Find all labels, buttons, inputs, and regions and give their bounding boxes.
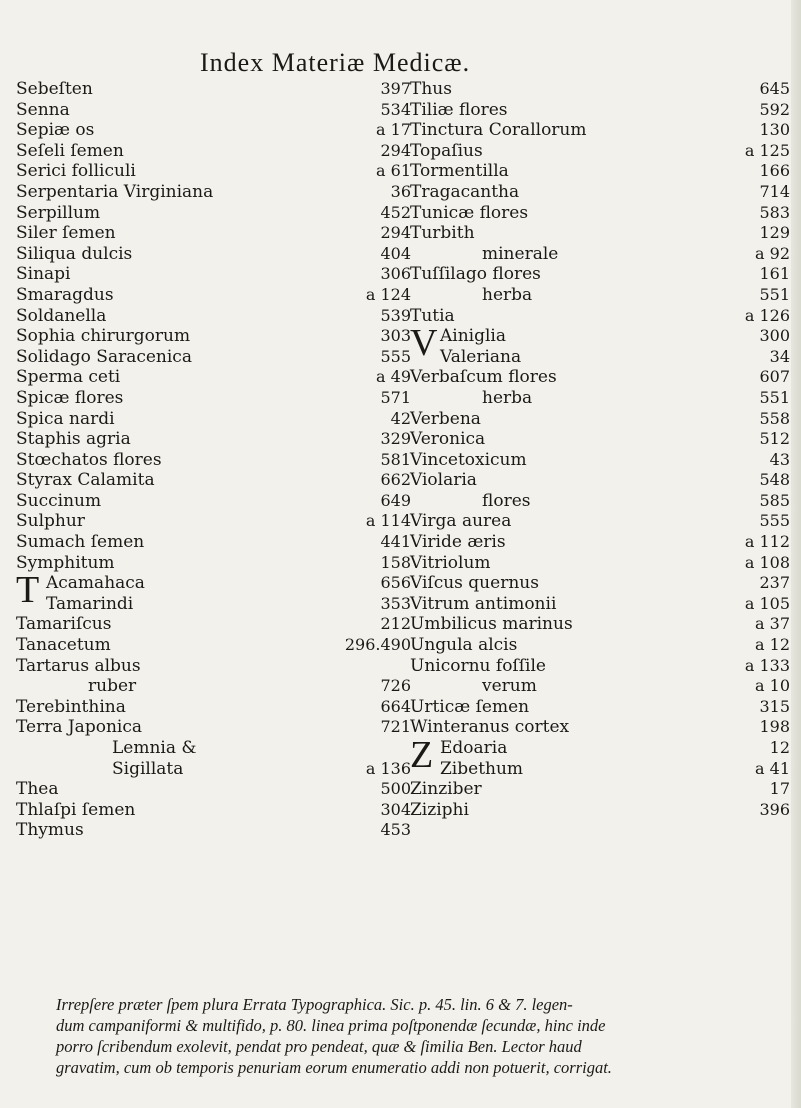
entry-page: a 136 [365,758,411,778]
entry-name: Virga aurea [410,511,512,532]
index-entry [16,326,411,347]
index-entry [16,203,411,224]
entry-page: 303 [380,326,411,346]
index-entry [410,409,790,430]
initial-letter: Z [410,734,434,776]
entry-page: a 124 [365,284,411,304]
index-entry [410,100,790,121]
entry-page: 534 [380,99,411,119]
index-entry [410,367,790,388]
entry-page: 539 [380,305,411,325]
index-entry [16,285,411,306]
entry-name: Zinziber [410,779,482,800]
index-entry [410,203,790,224]
entry-name: Umbilicus marinus [410,614,573,635]
entry-name: Winteranus cortex [410,717,570,738]
entry-page: 583 [759,202,790,222]
entry-page: 353 [380,593,411,613]
index-entry [410,759,790,780]
index-entry [410,491,790,512]
index-entry [16,738,411,759]
entry-page: 452 [380,202,411,222]
entry-page: 551 [759,387,790,407]
entry-name: Ungula alcis [410,635,518,656]
entry-page: a 92 [755,243,790,263]
index-entry [410,244,790,265]
index-entry [16,141,411,162]
errata-line: gravatim, cum ob temporis penuriam eorum enumeratio addi non potuerit, corrigat. [56,1058,612,1077]
entry-page: 664 [380,696,411,716]
entry-page: 166 [759,161,790,181]
entry-page: 714 [759,181,790,201]
errata-line: Irrepſere præter ſpem plura Errata Typographica. Sic. p. 45. lin. 6 & 7. legen- [56,995,573,1014]
entry-page: 43 [769,449,790,469]
entry-name: Tormentilla [410,161,509,182]
index-entry [410,511,790,532]
entry-page: 34 [769,346,790,366]
index-entry [410,656,790,677]
entry-page: 441 [380,532,411,552]
index-entry [410,306,790,327]
entry-name: Tuſſilago flores [410,264,541,285]
entry-name: Violaria [410,470,477,491]
entry-name: Sulphur [16,511,85,532]
index-entry [16,656,411,677]
index-entry [16,347,411,368]
entry-page: 300 [759,326,790,346]
index-entry [410,182,790,203]
entry-page: a 17 [376,120,411,140]
index-entry [16,367,411,388]
index-entry [410,717,790,738]
entry-page: 645 [759,79,790,98]
entry-page: 453 [380,820,411,840]
entry-page: 555 [759,511,790,531]
index-entry [410,676,790,697]
index-entry [410,223,790,244]
entry-page: 296.490 [344,635,411,655]
index-entry [16,717,411,738]
entry-name: Tartarus albus [16,655,141,676]
entry-page: 212 [380,614,411,634]
entry-name: herba [482,284,533,305]
index-column-right [410,79,790,820]
entry-name: Topaſius [410,140,483,161]
index-entry [16,511,411,532]
entry-page: 592 [759,99,790,119]
entry-page: a 112 [744,532,790,552]
entry-name: Thea [16,779,59,800]
index-entry [16,614,411,635]
index-entry [410,532,790,553]
entry-name: Ainiglia [440,326,506,347]
entry-name: Verbena [410,408,481,429]
entry-page: 396 [759,799,790,819]
entry-name: Seſeli ſemen [16,140,124,161]
index-entry [410,594,790,615]
entry-name: Soldanella [16,305,107,326]
entry-name: Sepiæ os [16,120,95,141]
entry-name: Sophia chirurgorum [16,326,191,347]
entry-name: Viride æris [410,532,506,553]
index-entry [410,697,790,718]
index-entry [16,264,411,285]
entry-name: Tunicæ flores [410,202,529,223]
entry-page: 662 [380,470,411,490]
entry-name: Valeriana [440,346,522,367]
entry-name: flores [482,490,531,511]
entry-name: Tinctura Corallorum [410,120,587,141]
entry-name: Vitriolum [410,552,491,573]
index-entry [410,553,790,574]
entry-page: 294 [380,223,411,243]
index-entry [410,161,790,182]
entry-page: 571 [380,387,411,407]
entry-page: 237 [759,573,790,593]
entry-page: 12 [769,738,790,757]
index-entry [410,264,790,285]
index-entry [16,100,411,121]
entry-name: Vitrum antimonii [410,593,557,614]
index-entry [16,79,411,100]
index-entry [410,800,790,821]
entry-page: a 108 [744,552,790,572]
entry-page: 130 [759,120,790,140]
errata-line: dum campaniformi & multifido, p. 80. linea prima poſtponendæ ſecundæ, hinc inde [56,1016,606,1035]
errata-line: porro ſcribendum exolevit, pendat pro pendeat, quæ & ſimilia Ben. Lector haud [56,1037,582,1056]
entry-name: herba [482,387,533,408]
index-entry [16,450,411,471]
entry-page: 158 [380,552,411,572]
errata-note [56,994,786,1078]
entry-name: Sinapi [16,264,71,285]
entry-name: Styrax Calamita [16,470,155,491]
entry-page: a 37 [755,614,790,634]
entry-page: 558 [759,408,790,428]
entry-name: Sperma ceti [16,367,121,388]
entry-page: 306 [380,264,411,284]
entry-name: Turbith [410,223,475,244]
index-entry [16,779,411,800]
page-edge [791,0,801,1108]
index-entry [16,532,411,553]
index-entry [16,800,411,821]
entry-name: Edoaria [440,738,508,758]
entry-name: Spicæ flores [16,387,124,408]
index-entry [410,285,790,306]
index-entry [16,161,411,182]
entry-page: 512 [759,429,790,449]
entry-name: Serpillum [16,202,101,223]
entry-page: 198 [759,717,790,737]
index-entry [16,409,411,430]
entry-page: 304 [380,799,411,819]
index-entry [410,347,790,368]
entry-name: Acamahaca [46,573,145,594]
entry-page: 721 [380,717,411,737]
entry-page: 397 [380,79,411,98]
entry-name: Thus [410,79,452,99]
entry-name: Sumach ſemen [16,532,145,553]
entry-page: 607 [759,367,790,387]
entry-name: Smaragdus [16,284,114,305]
entry-name: Lemnia & [112,738,197,758]
entry-page: 36 [390,181,411,201]
entry-name: Verbaſcum flores [410,367,557,388]
entry-name: Symphitum [16,552,115,573]
index-entry [16,553,411,574]
entry-page: a 41 [755,758,790,778]
index-entry [410,779,790,800]
index-entry [16,223,411,244]
index-entry [410,470,790,491]
index-entry [16,244,411,265]
index-entry [410,141,790,162]
entry-name: Serpentaria Virginiana [16,181,214,202]
entry-name: Tutia [410,305,455,326]
entry-page: a 49 [376,367,411,387]
entry-name: verum [482,676,537,697]
index-entry [410,450,790,471]
entry-page: a 12 [755,635,790,655]
entry-name: Ziziphi [410,799,469,820]
entry-page: a 114 [365,511,411,531]
entry-page: 555 [380,346,411,366]
entry-name: Serici folliculi [16,161,136,182]
entry-name: minerale [482,243,559,264]
entry-page: a 133 [744,655,790,675]
entry-name: Siliqua dulcis [16,243,133,264]
entry-page: 404 [380,243,411,263]
index-entry [16,820,411,841]
index-entry [410,429,790,450]
entry-page: 315 [759,696,790,716]
entry-name: Vincetoxicum [410,449,527,470]
entry-name: Urticæ ſemen [410,696,530,717]
index-entry [16,676,411,697]
entry-name: Thymus [16,820,84,841]
index-entry [16,759,411,780]
entry-name: Tragacantha [410,181,520,202]
entry-name: Solidago Saracenica [16,346,192,367]
entry-name: Stœchatos flores [16,449,162,470]
entry-name: Sebeſten [16,79,93,99]
entry-page: a 105 [744,593,790,613]
page-title: Index Materiæ Medicæ. [200,48,471,77]
entry-page: 500 [380,779,411,799]
entry-name: Tamariſcus [16,614,112,635]
entry-name: Unicornu foſſile [410,655,546,676]
entry-name: Siler ſemen [16,223,116,244]
index-entry [410,120,790,141]
index-entry [16,491,411,512]
entry-page: 656 [380,573,411,593]
entry-name: Succinum [16,490,102,511]
entry-name: Tiliæ flores [410,99,508,120]
entry-name: Zibethum [440,758,524,779]
entry-name: Staphis agria [16,429,131,450]
index-entry [16,388,411,409]
entry-page: 551 [759,284,790,304]
entry-name: Spica nardi [16,408,115,429]
index-entry [410,388,790,409]
index-entry [16,120,411,141]
entry-page: 726 [380,676,411,696]
entry-page: 548 [759,470,790,490]
entry-page: 294 [380,140,411,160]
index-entry [16,306,411,327]
index-entry [16,594,411,615]
entry-name: Terebinthina [16,696,126,717]
entry-page: 581 [380,449,411,469]
index-entry [410,635,790,656]
entry-name: Thlaſpi ſemen [16,799,136,820]
entry-name: ruber [88,676,137,697]
entry-page: a 10 [755,676,790,696]
entry-page: 649 [380,490,411,510]
entry-name: Veronica [410,429,486,450]
entry-name: Terra Japonica [16,717,142,738]
entry-page: a 126 [744,305,790,325]
entry-page: a 61 [376,161,411,181]
index-entry [16,182,411,203]
entry-page: a 125 [744,140,790,160]
index-column-left [16,79,411,841]
entry-name: Senna [16,99,70,120]
index-entry [16,697,411,718]
initial-letter: V [410,322,438,365]
index-entry [16,429,411,450]
entry-name: Tanacetum [16,635,111,656]
index-entry [16,470,411,491]
entry-page: 161 [759,264,790,284]
entry-page: 129 [759,223,790,243]
index-entry [410,79,790,100]
entry-name: Sigillata [112,758,184,779]
index-entry [410,614,790,635]
index-entry [16,635,411,656]
index-entry [410,573,790,594]
entry-page: 42 [390,408,411,428]
entry-name: Viſcus quernus [410,573,539,594]
entry-name: Tamarindi [46,593,134,614]
entry-page: 585 [759,490,790,510]
entry-page: 329 [380,429,411,449]
entry-page: 17 [769,779,790,799]
initial-letter: T [16,569,40,612]
